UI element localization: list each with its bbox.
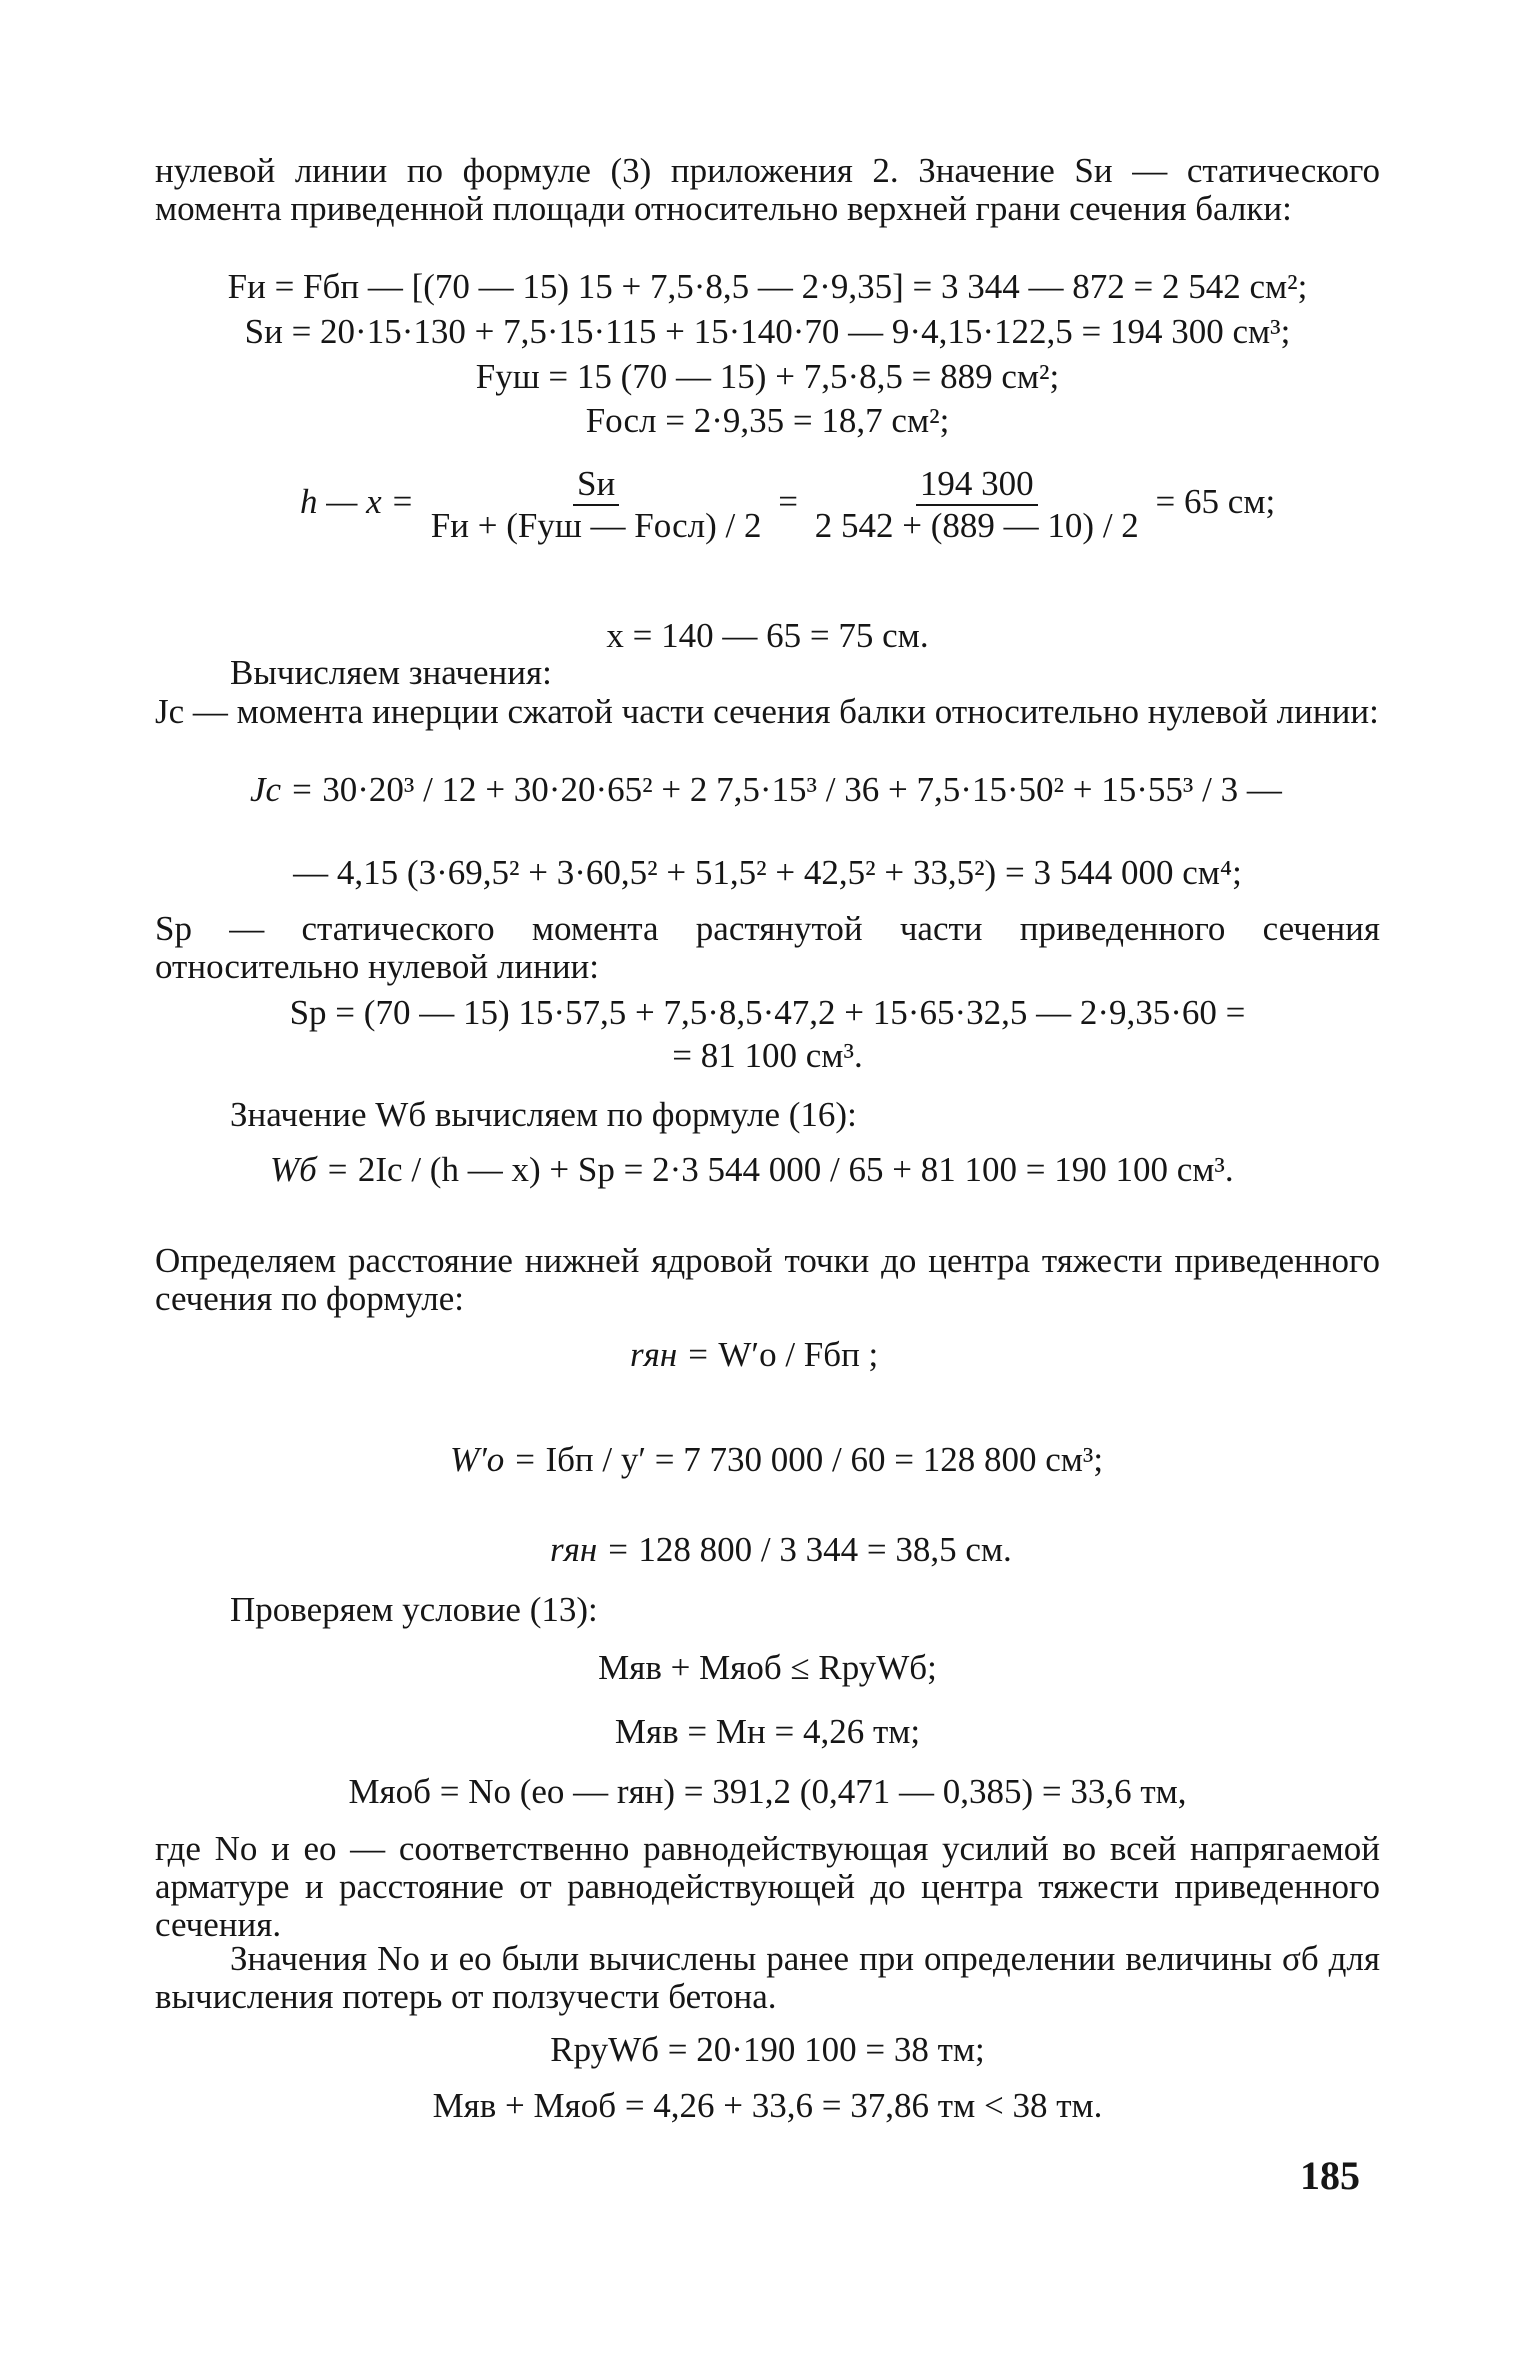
equation-Wb — [270, 1150, 1234, 1190]
page-number: 185 — [1300, 2153, 1360, 2198]
Wb-mid: + Sp = — [549, 1150, 644, 1189]
Jc-term-4: + 7,5·15·50² + — [887, 770, 1093, 809]
check-intro: Проверяем условие (13): — [230, 1590, 598, 1629]
intro-paragraph: нулевой линии по формуле (3) приложения 2. Значение Sи — статического момента приведенной площади относительно верхней грани сечения балки: — [155, 151, 1380, 228]
ryn2-fraction: 128 800 / 3 344 — [638, 1530, 859, 1569]
Jc-term-3: 7,5·15³ / 36 — [716, 770, 880, 809]
equation-Mob: Mяоб = Nо (eо — rян) = 391,2 (0,471 — 0,385) = 33,6 тм, — [348, 1772, 1187, 1811]
ryn2-lhs: rян = — [550, 1530, 630, 1569]
Jc-term-1: 30·20³ / 12 — [322, 770, 477, 809]
where-paragraph: где Nо и eо — соответственно равнодействующая усилий во всей напрягаемой арматуре и расстояние от равнодействующей до центра тяжести приведенного сечения. — [155, 1829, 1380, 1944]
hx-den-1: Fи + (Fуш — Fосл) / 2 — [430, 506, 762, 545]
equation-Fosl: Fосл = 2·9,35 = 18,7 см²; — [585, 401, 950, 440]
values-note: Значения Nо и eо были вычислены ранее при определении величины σб для вычисления потерь от ползучести бетона. — [155, 1939, 1380, 2016]
ryn2-rhs: = 38,5 см. — [866, 1530, 1012, 1569]
Jc-term-5: 15·55³ / 3 — [1101, 770, 1239, 809]
hx-num-1: Sи — [573, 465, 619, 506]
equation-condition: Mяв + Mяоб ≤ RруWб; — [598, 1648, 937, 1687]
Wo-rhs: = 128 800 см³; — [894, 1440, 1104, 1479]
equation-Sp-result: = 81 100 см³. — [672, 1036, 863, 1075]
hx-fraction-2 — [811, 465, 1143, 545]
equation-Wo — [450, 1440, 1103, 1480]
Wb-lhs: Wб = — [270, 1150, 350, 1189]
ryn-lhs: rян = — [630, 1335, 710, 1374]
Wo-eq: = — [654, 1440, 675, 1479]
Wo-fraction-2: 7 730 000 / 60 — [683, 1440, 886, 1479]
ryn-rhs: ; — [868, 1335, 879, 1374]
Jc-description: Jc — момента инерции сжатой части сечения балки относительно нулевой линии: — [155, 692, 1379, 731]
equation-Mv: Mяв = Mн = 4,26 тм; — [614, 1712, 921, 1751]
Wb-fraction-1: 2Ic / (h — x) — [357, 1150, 541, 1189]
equation-h-minus-x: h — x = $\frac{Sи}{\text{Fи + (Fуш — Fосл) / 2}}$ = $\frac{194 300}{2 542 + (889 — 10) / 2}$ = 65 см; — [300, 464, 1276, 545]
equation-Fi: Fи = Fбп — [(70 — 15) 15 + 7,5·8,5 — 2·9,35] = 3 344 — 872 = 2 542 см²; — [227, 267, 1308, 306]
Wb-intro: Значение Wб вычисляем по формуле (16): — [230, 1095, 857, 1134]
hx-fraction-1 — [427, 465, 766, 545]
Wb-rhs: + 81 100 = 190 100 см³. — [892, 1150, 1234, 1189]
Jc-lhs: Jc = — [250, 770, 314, 809]
equation-sum: Mяв + Mяоб = 4,26 + 33,6 = 37,86 тм < 38 тм. — [432, 2086, 1103, 2125]
calc-values-heading: Вычисляем значения: — [230, 653, 552, 692]
Wo-lhs: W′о = — [450, 1440, 537, 1479]
hx-rhs: = 65 см; — [1155, 482, 1276, 522]
hx-den-2: 2 542 + (889 — 10) / 2 — [814, 506, 1139, 545]
hx-lhs: h — x = — [300, 482, 415, 522]
Jc-term-2: + 30·20·65² + 2 — [485, 770, 708, 809]
ryn-fraction: W′о / Fбп — [718, 1335, 860, 1374]
equation-Jc-continued: — 4,15 (3·69,5² + 3·60,5² + 51,5² + 42,5² + 33,5²) = 3 544 000 см⁴; — [293, 853, 1242, 892]
Wo-fraction-1: Iбп / y′ — [545, 1440, 647, 1479]
Sp-description: Sp — статического момента растянутой части приведенного сечения относительно нулевой линии: — [155, 909, 1380, 986]
equation-RW: RруWб = 20·190 100 = 38 тм; — [550, 2030, 985, 2069]
Wb-fraction-2: 2·3 544 000 / 65 — [652, 1150, 884, 1189]
equation-Si: Sи = 20·15·130 + 7,5·15·115 + 15·140·70 — 9·4,15·122,5 = 194 300 см³; — [244, 312, 1291, 351]
equation-Fush: Fуш = 15 (70 — 15) + 7,5·8,5 = 889 см²; — [475, 357, 1060, 396]
equation-Jc — [250, 770, 1282, 810]
equation-ryn-definition — [630, 1335, 878, 1375]
equation-Sp: Sp = (70 — 15) 15·57,5 + 7,5·8,5·47,2 + 15·65·32,5 — 2·9,35·60 = — [289, 993, 1246, 1032]
equation-x: x = 140 — 65 = 75 см. — [606, 616, 929, 655]
hx-num-2: 194 300 — [916, 465, 1038, 506]
equation-ryn-result — [550, 1530, 1012, 1570]
Jc-term-6: — — [1246, 770, 1282, 809]
core-intro: Определяем расстояние нижней ядровой точки до центра тяжести приведенного сечения по формуле: — [155, 1241, 1380, 1318]
